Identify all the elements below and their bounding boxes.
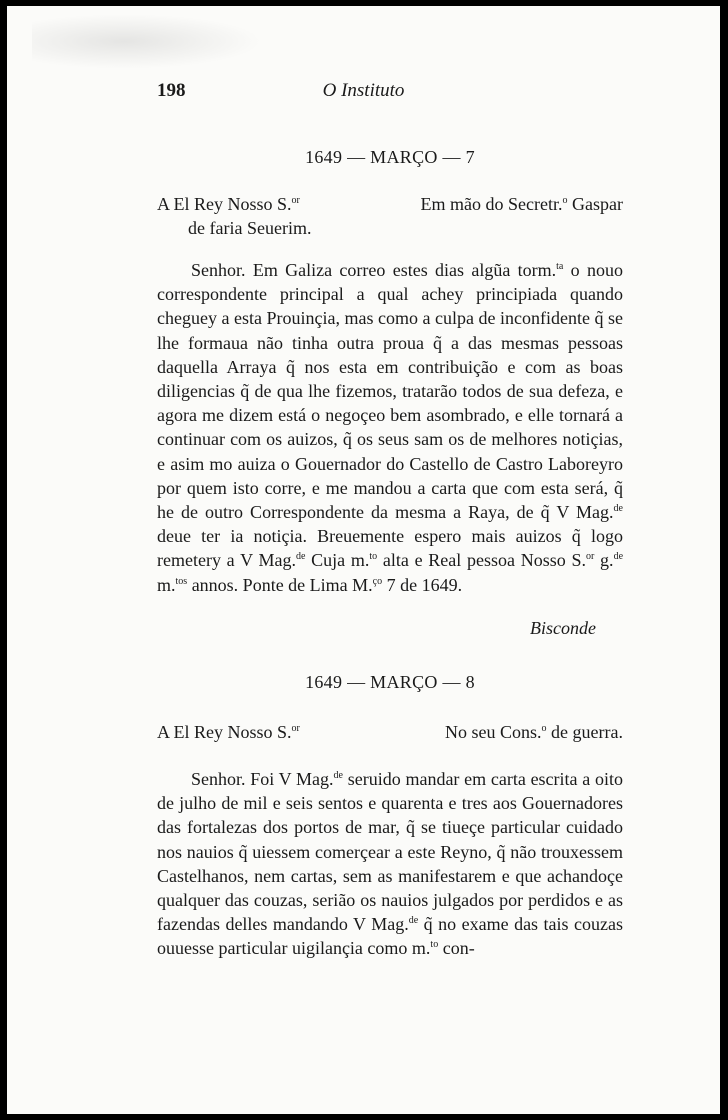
paper-smudge	[32, 14, 262, 69]
letter-2-delivery: No seu Cons.$^o$ de guerra.	[445, 722, 623, 742]
letter-1-delivery: Em mão do Secretr.$^o$ Gaspar	[420, 194, 623, 214]
letter-2-address	[157, 720, 623, 744]
letter-1-body: Senhor. Em Galiza correo estes dias algũa torm.$^{ta}$ o nouo correspondente principal a qual achey principiada quando cheguey a esta Prouinçia, mas como a culpa de inconfidente q̃ se lhe formaua não tinha outra proua q̃ a das mesmas pessoas daquella Arraya q̃ nos esta em contribuição e com as boas diligencias q̃ de qua lhe fizemos, tratarão todos de sua defeza, e agora me dizem está o negoçeo bem asombrado, e elle tornará a continuar com os auizos, q̃ os seus sam os de melhores notiçias, e asim mo auiza o Gouernador do Castello de Castro Laboreyro por quem isto corre, e me mandou a carta que com esta será, q̃ he de outro Correspondente da mesma a Raya, de q̃ V Mag.$^{de}$ deue ter ia notiçia. Breuemente espero mais auizos q̃ logo remetery a V Mag.$^{de}$ Cuja m.$^{to}$ alta e Real pessoa Nosso S.$^{or}$ g.$^{de}$ m.$^{tos}$ annos. Ponte de Lima M.$^{ço}$ 7 de 1649.	[157, 260, 624, 595]
letter-1-signature: Bisconde	[530, 618, 596, 638]
page-number: 198	[157, 80, 186, 101]
letter-1-date: 1649 — MARÇO — 7	[305, 147, 475, 167]
letter-2-date: 1649 — MARÇO — 8	[305, 672, 475, 692]
letter-1-addressee: A El Rey Nosso S.$^{or}$	[157, 194, 300, 214]
letter-1	[157, 147, 623, 168]
running-title: O Instituto	[322, 80, 405, 101]
letter-1-signature-wrap	[157, 618, 623, 639]
letter-1-delivery-continued: de faria Seuerim.	[188, 218, 312, 238]
letter-2-addressee: A El Rey Nosso S.$^{or}$	[157, 722, 300, 742]
page-header	[7, 80, 720, 106]
letter-1-address	[157, 192, 623, 240]
letter-2-body: Senhor. Foi V Mag.$^{de}$ seruido mandar em carta escrita a oito de julho de mil e seis sentos e quarenta e tres aos Gouernadores das fortalezas dos portos de mar, q̃ se tiueçe particular cuidado nos nauios q̃ uiessem comerçear a este Reyno, q̃ não trouxessem Castelhanos, nem cartas, sem as manifestarem e que achandoçe qualquer das couzas, serião os nauios julgados por perdidos e as fazendas delles mandando V Mag.$^{de}$ q̃ no exame das tais couzas ouuesse particular uigilançia como m.$^{to}$ con-	[157, 769, 623, 959]
page	[7, 6, 720, 1114]
letter-2	[157, 672, 623, 693]
